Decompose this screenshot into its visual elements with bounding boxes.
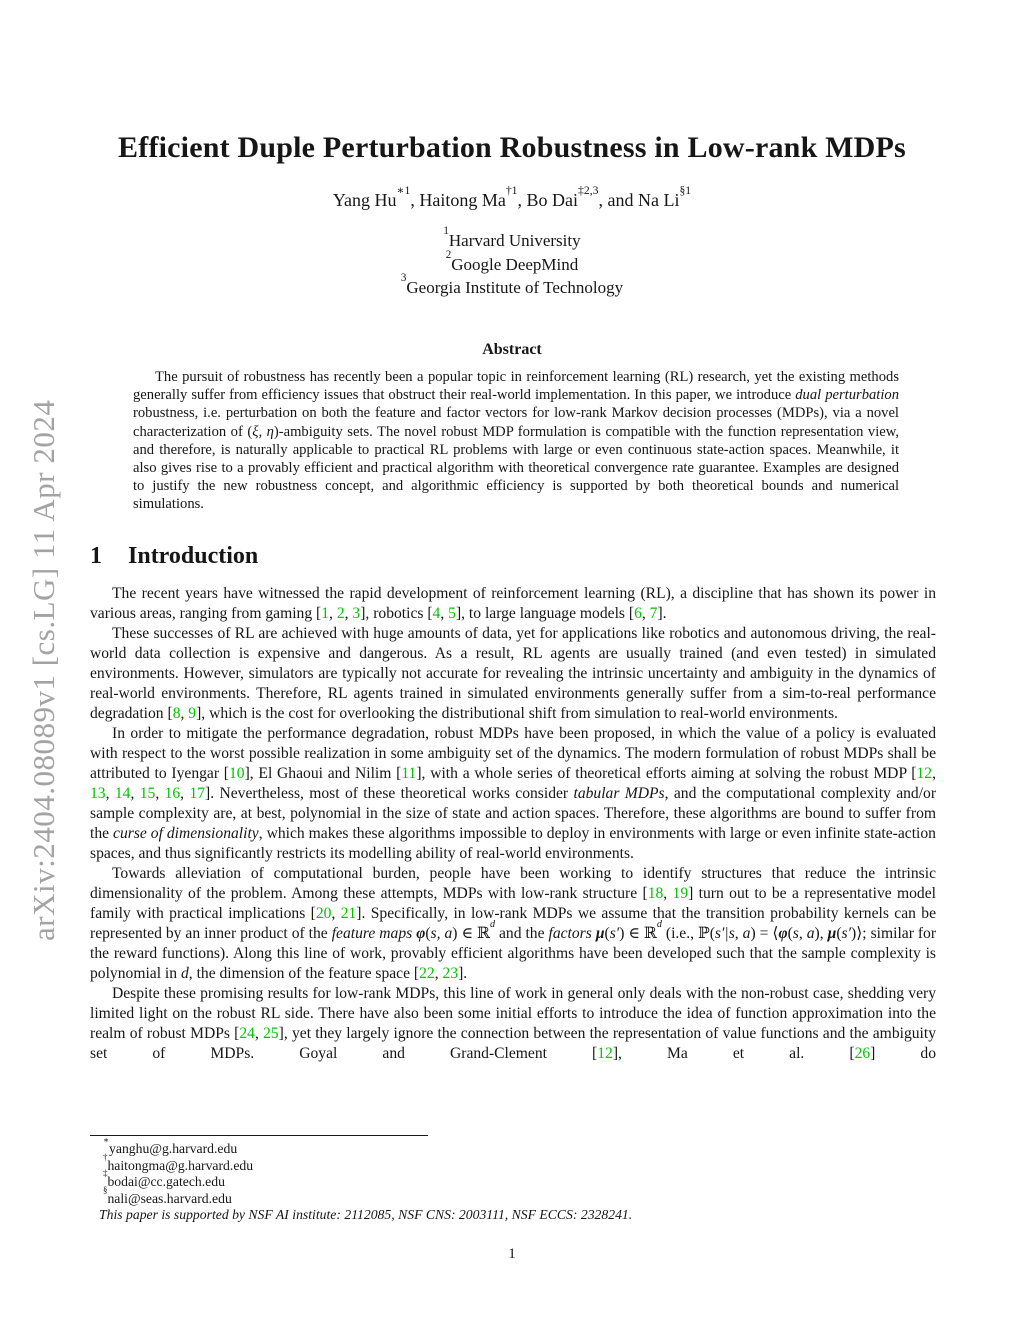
citation-link[interactable]: 4 (432, 605, 441, 622)
superscript: § (103, 1184, 108, 1195)
footnote-funding: This paper is supported by NSF AI institute: 2112085, NSF CNS: 2003111, NSF ECCS: 2328241. (99, 1207, 633, 1222)
page-number: 1 (508, 1246, 516, 1262)
citation-link[interactable]: 3 (352, 605, 361, 622)
footnote-divider (90, 1135, 428, 1136)
paper-title: Efficient Duple Perturbation Robustness in Low-rank MDPs (118, 131, 906, 164)
introduction-body (90, 584, 936, 1064)
author-line: Yang $Hu^{∗1}$, Haitong Ma$^{\dagger 1}$, Bo Dai$^{\ddagger 2,3}$, and Na Li$^{\S 1}$ (332, 183, 692, 210)
affiliation-harvard: $^1$Harvard University (443, 225, 581, 250)
emphasis-text: curse of dimensionality (113, 825, 259, 842)
paragraph: In order to mitigate the performance degradation, robust MDPs have been proposed, in which the value of a policy is evaluated with respect to the worst possible realization in some ambiguity set of the dynamics. The modern formulation of robust MDPs shall be attributed to Iyengar [10], El Ghaoui and Nilim [11], with a whole series of theoretical efforts aiming at solving the robust MDP [12, 13, 14, 15, 16, 17]. Nevertheless, most of these theoretical works consider tabular MDPs, and the computational complexity and/or sample complexity are, at best, polynomial in the size of state and action spaces. Therefore, these algorithms are bound to suffer from the curse of dimensionality, which makes these algorithms impossible to deploy in environments with large or even infinite state-action spaces, and thus significantly restricts its modelling ability of real-world environments. (90, 725, 937, 862)
section-number: 1 (90, 543, 102, 569)
citation-link[interactable]: 13 (90, 785, 106, 802)
math-text: s′ (609, 925, 620, 942)
footnote-email-haitongma: †haitongma@g.harvard.edu (103, 1151, 254, 1173)
citation-link[interactable]: 7 (649, 605, 658, 622)
citation-link[interactable]: 22 (419, 965, 435, 982)
math-vector: μ (827, 925, 837, 942)
footnote-email-bodai: ‡bodai@cc.gatech.edu (103, 1168, 225, 1189)
math-text: s′|s, a (714, 925, 751, 942)
paragraph: These successes of RL are achieved with huge amounts of data, yet for applications like robotics and autonomous driving, the real-world data collection is expensive and dangerous. As a result, RL agents are usually trained (and even tested) in simulated environments. However, simulators are typically not accurate for revealing the intrinsic uncertainty and ambiguity in the dynamics of real-world environments. Therefore, RL agents trained in simulated environments generally suffer from a sim-to-real performance degradation [8, 9], which is the cost for overlooking the distributional shift from simulation to real-world environments. (90, 625, 936, 722)
arxiv-stamp: arXiv:2404.08089v1 [cs.LG] 11 Apr 2024 (26, 399, 61, 941)
footnote-email-nali: §nali@seas.harvard.edu (103, 1184, 232, 1206)
footnote-email-yanghu: ∗yanghu@g.harvard.edu (103, 1135, 238, 1156)
math-text: d (180, 965, 189, 982)
math-vector: μ (595, 925, 605, 942)
citation-link[interactable]: 24 (239, 1025, 255, 1042)
paragraph: The recent years have witnessed the rapid development of reinforcement learning (RL), a discipline that has shown its power in various areas, ranging from gaming [1, 2, 3], robotics [4, 5], to large language models [6, 7]. (90, 585, 936, 622)
citation-link[interactable]: 8 (172, 705, 181, 722)
emphasis-text: feature maps (331, 925, 413, 942)
emphasis-text: dual perturbation (795, 387, 900, 404)
superscript: §1 (679, 183, 692, 197)
citation-link[interactable]: 18 (647, 885, 664, 902)
citation-link[interactable]: 25 (263, 1025, 279, 1042)
citation-link[interactable]: 21 (340, 905, 357, 922)
superscript (490, 919, 495, 930)
citation-link[interactable]: 16 (164, 785, 181, 802)
abstract-heading: Abstract (482, 341, 542, 358)
citation-link[interactable]: 12 (916, 765, 933, 782)
math-text: s, a (792, 925, 815, 942)
math-vector: φ (416, 925, 426, 942)
paragraph: Despite these promising results for low-rank MDPs, this line of work in general only deals with the non-robust case, shedding very limited light on the robust RL side. There have also been some initial efforts to introduce the idea of function approximation into the realm of robust MDPs [24, 25], yet they largely ignore the connection between the representation of value functions and the ambiguity set of MDPs. Goyal and Grand-Clement [12], Ma et al. [26] do (90, 985, 937, 1062)
superscript: ∗ (103, 1135, 110, 1146)
citation-link[interactable]: 12 (597, 1045, 613, 1062)
citation-link[interactable]: 1 (321, 605, 330, 622)
citation-link[interactable]: 5 (448, 605, 456, 622)
abstract-text: The pursuit of robustness has recently been a popular topic in reinforcement learning (RL) research, yet the existing methods generally suffer from efficiency issues that obstruct their real-world implementation. In this paper, we introduce dual perturbation robustness, i.e. perturbation on both the feature and factor vectors for low-rank Markov decision processes (MDPs), via a novel characterization of (ξ, η)-ambiguity sets. The novel robust MDP formulation is compatible with the function representation view, and therefore, is naturally applicable to practical RL problems with large or even continuous state-action spaces. Meanwhile, it also gives rise to a provably efficient and practical algorithm with theoretical convergence rate guarantee. Examples are designed to justify the new robustness concept, and algorithmic efficiency is supported by both theoretical bounds and numerical simulations. (133, 369, 900, 513)
superscript: 2 (445, 248, 452, 261)
superscript: 1 (443, 225, 449, 238)
superscript: †1 (505, 183, 518, 197)
citation-link[interactable]: 26 (854, 1045, 871, 1062)
superscript: ‡ (103, 1168, 108, 1179)
math-vector: φ (778, 925, 788, 942)
affiliation-list (0, 225, 1024, 300)
math-text: d (489, 919, 495, 931)
math-text: s, a (430, 925, 453, 942)
emphasis-text: tabular MDPs (573, 785, 665, 802)
citation-link[interactable]: 23 (442, 965, 459, 982)
superscript: † (103, 1151, 108, 1162)
citation-link[interactable]: 9 (188, 705, 197, 722)
citation-link[interactable]: 17 (189, 785, 206, 802)
citation-link[interactable]: 19 (672, 885, 689, 902)
section-heading-introduction (90, 543, 258, 570)
affiliation-gatech: $^3$Georgia Institute of Technology (400, 272, 624, 297)
section-title: Introduction (128, 543, 259, 569)
math-text: d (656, 919, 662, 931)
math-text: ξ, η (252, 423, 274, 440)
citation-link[interactable]: 14 (114, 785, 131, 802)
superscript: ∗1 (396, 183, 411, 197)
citation-link[interactable]: 6 (634, 605, 642, 622)
citation-link[interactable]: 20 (315, 905, 332, 922)
footnote-block (90, 1135, 936, 1224)
superscript (657, 919, 662, 930)
citation-link[interactable]: 11 (401, 765, 417, 782)
paragraph: Towards alleviation of computational burden, people have been working to identify structures that reduce the intrinsic dimensionality of the problem. Among these attempts, MDPs with low-rank structure [18, 19] turn out to be a representative model family with practical implications [20, 21]. Specifically, in low-rank MDPs we assume that the transition probability kernels can be represented by an inner product of the feature maps φ(s, a) ∈ ℝ$^d$ and the factors μ(s′) ∈ ℝ$^d$ (i.e., ℙ(s′|s, a) = ⟨φ(s, a), μ(s′)⟩; similar for the reward functions). Along this line of work, provably efficient algorithms have been developed such that the sample complexity is polynomial in d, the dimension of the feature space [22, 23]. (90, 865, 937, 982)
superscript: ‡2,3 (578, 183, 599, 197)
citation-link[interactable]: 15 (139, 785, 156, 802)
affiliation-deepmind: $^2$Google DeepMind (445, 248, 579, 274)
citation-link[interactable]: 2 (336, 605, 345, 622)
emphasis-text: factors (548, 925, 592, 942)
superscript: 3 (400, 272, 407, 285)
math-text: s′ (841, 925, 851, 942)
citation-link[interactable]: 10 (228, 765, 245, 782)
